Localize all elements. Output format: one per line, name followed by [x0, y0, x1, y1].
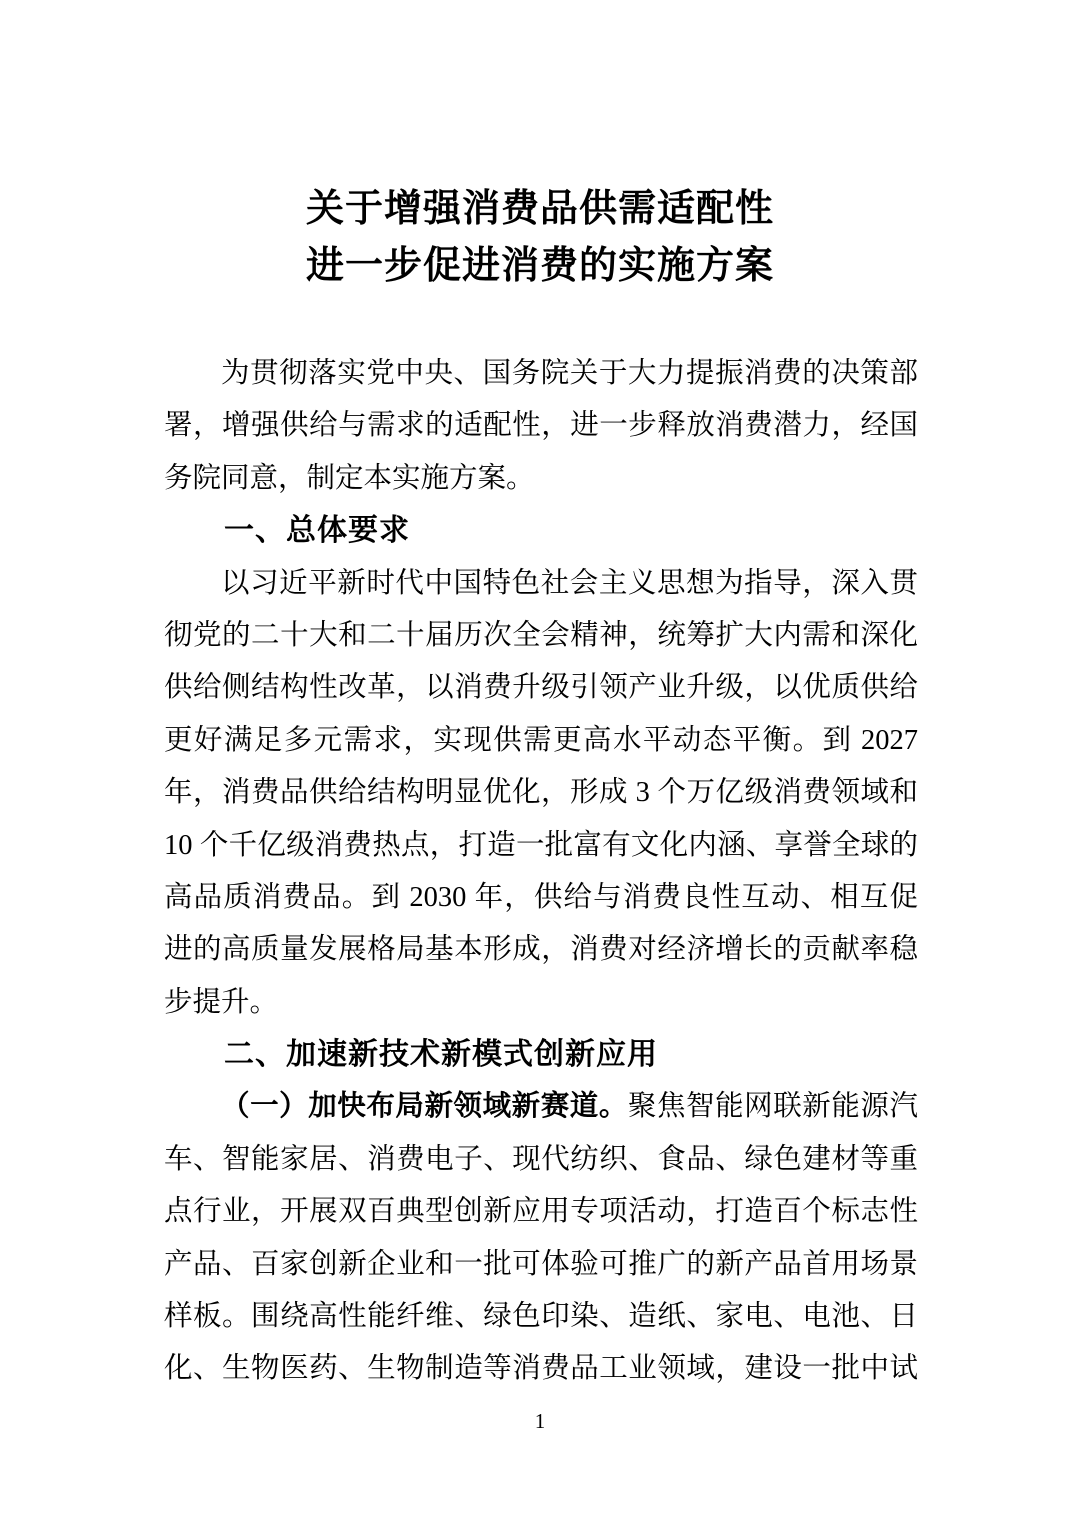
text-line — [164, 767, 918, 819]
body-text: 年，消费品供给结构明显优化，形成 3 个万亿级消费领域和 — [164, 777, 918, 809]
section-heading: 二、加速新技术新模式创新应用 — [224, 1038, 658, 1072]
body-text: 化、生物医药、生物制造等消费品工业领域，建设一批中试 — [164, 1353, 918, 1385]
body-text: 聚焦智能网联新能源汽 — [627, 1091, 918, 1123]
body-text: 样板。围绕高性能纤维、绿色印染、造纸、家电、电池、日 — [164, 1301, 918, 1333]
document-title — [0, 181, 1080, 295]
text-line — [164, 1291, 918, 1343]
body-text: 10 个千亿级消费热点，打造一批富有文化内涵、享誉全球的 — [164, 829, 918, 861]
text-line — [164, 1343, 918, 1395]
body-text: 步提升。 — [164, 986, 279, 1018]
document-body — [164, 348, 918, 1396]
document-title-line-2: 进一步促进消费的实施方案 — [305, 245, 774, 287]
section-heading: 一、总体要求 — [224, 514, 410, 548]
body-text: 进的高质量发展格局基本形成，消费对经济增长的贡献率稳 — [164, 934, 918, 966]
text-line — [164, 610, 918, 662]
text-line — [164, 558, 918, 610]
body-text: 点行业，开展双百典型创新应用专项活动，打造百个标志性 — [164, 1196, 918, 1228]
text-line — [164, 872, 918, 924]
document-title-line-1: 关于增强消费品供需适配性 — [305, 188, 774, 230]
body-text: 更好满足多元需求，实现供需更高水平动态平衡。到 2027 — [164, 724, 918, 756]
body-text: 产品、百家创新企业和一批可体验可推广的新产品首用场景 — [164, 1248, 918, 1280]
body-text: 署，增强供给与需求的适配性，进一步释放消费潜力，经国 — [164, 410, 918, 442]
text-line — [164, 977, 918, 1029]
text-line — [164, 453, 918, 505]
body-text: 车、智能家居、消费电子、现代纺织、食品、绿色建材等重 — [164, 1143, 918, 1175]
text-line — [164, 662, 918, 714]
text-line — [164, 400, 918, 452]
text-line — [164, 1134, 918, 1186]
body-text: 为贯彻落实党中央、国务院关于大力提振消费的决策部 — [221, 358, 918, 389]
page-number: 1 — [534, 1409, 546, 1433]
bold-lead-text: （一）加快布局新领域新赛道。 — [221, 1091, 628, 1123]
body-text: 以习近平新时代中国特色社会主义思想为指导，深入贯 — [221, 567, 918, 599]
body-text: 高品质消费品。到 2030 年，供给与消费良性互动、相互促 — [164, 881, 918, 913]
text-line — [164, 1186, 918, 1238]
body-text: 务院同意，制定本实施方案。 — [164, 462, 535, 494]
text-line — [164, 924, 918, 976]
body-text: 彻党的二十大和二十届历次全会精神，统筹扩大内需和深化 — [164, 619, 918, 651]
text-line — [164, 348, 918, 400]
text-line — [164, 715, 918, 767]
text-line — [164, 1081, 918, 1133]
text-line — [164, 1239, 918, 1291]
text-line — [164, 820, 918, 872]
body-text: 供给侧结构性改革，以消费升级引领产业升级，以优质供给 — [164, 672, 918, 704]
